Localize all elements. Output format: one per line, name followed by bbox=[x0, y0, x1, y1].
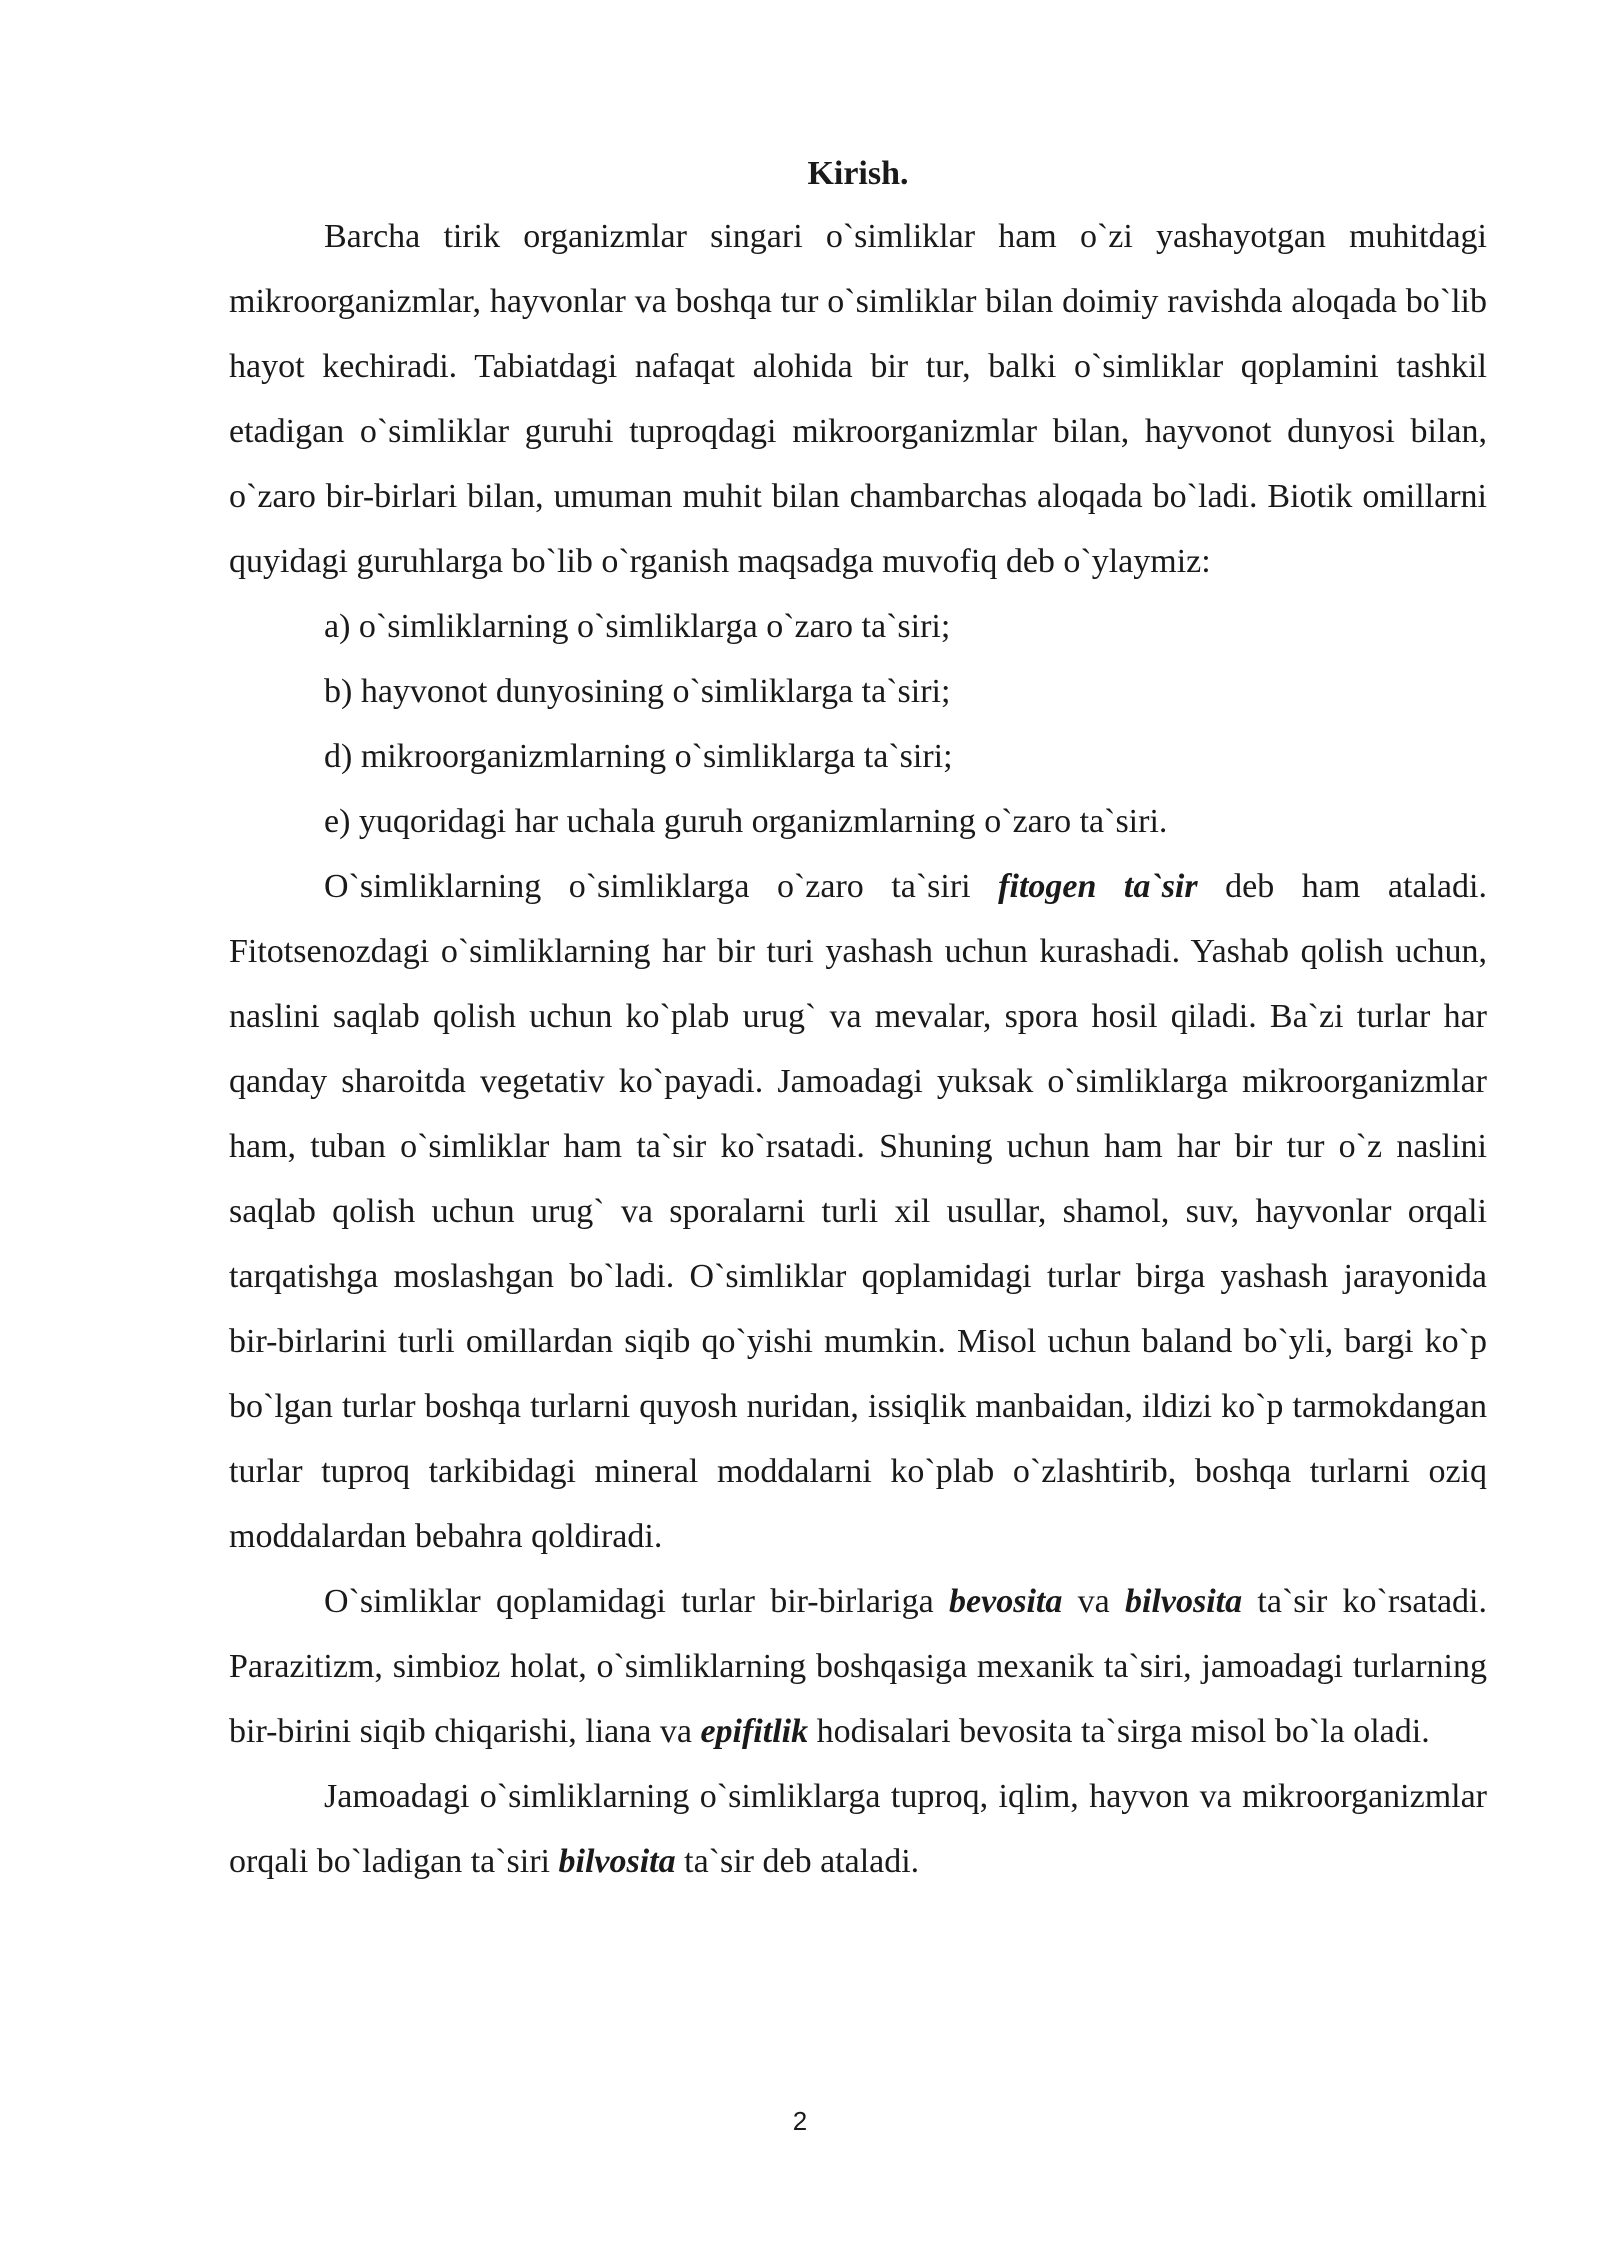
paragraph-bevosita bbox=[229, 1569, 1487, 1764]
list-item-d: d) mikroorganizmlarning o`simliklarga ta`siri; bbox=[324, 738, 953, 775]
text-run: O`simliklar qoplamidagi turlar bir-birlariga bbox=[324, 1583, 950, 1620]
paragraph-fitogen bbox=[229, 854, 1487, 1569]
text-run: hodisalari bevosita ta`sirga misol bo`la oladi. bbox=[808, 1713, 1430, 1750]
term-bevosita: bevosita bbox=[949, 1583, 1063, 1620]
text-run: Jamoadagi o`simliklarning o`simliklarga tuproq, iqlim, hayvon va mikroorganizmlar orqali bo`ladigan ta`siri bbox=[229, 1778, 1487, 1880]
paragraph-intro: Barcha tirik organizmlar singari o`simliklar ham o`zi yashayotgan muhitdagi mikroorganizmlar, hayvonlar va boshqa tur o`simliklar bilan doimiy ravishda aloqada bo`lib hayot kechiradi. Tabiatdagi nafaqat alohida bir tur, balki o`simliklar qoplamini tashkil etadigan o`simliklar guruhi tuproqdagi mikroorganizmlar bilan, hayvonot dunyosi bilan, o`zaro bir-birlari bilan, umuman muhit bilan chambarchas aloqada bo`ladi. Biotik omillarni quyidagi guruhlarga bo`lib o`rganish maqsadga muvofiq deb o`ylaymiz: bbox=[229, 218, 1487, 580]
text-run: O`simliklarning o`simliklarga o`zaro ta`siri bbox=[324, 868, 999, 905]
text-run: ta`sir ko`rsatadi. Parazitizm, simbioz holat, o`simliklarning boshqasiga mexanik ta`siri, jamoadagi turlarning bir-birini siqib chiqarishi, liana va bbox=[229, 1583, 1487, 1750]
list-item-e: e) yuqoridagi har uchala guruh organizmlarning o`zaro ta`siri. bbox=[324, 803, 1168, 840]
list-item-a: a) o`simliklarning o`simliklarga o`zaro ta`siri; bbox=[324, 608, 951, 645]
term-bilvosita: bilvosita bbox=[1125, 1583, 1243, 1620]
term-epifitlik: epifitlik bbox=[700, 1713, 809, 1750]
document-page bbox=[229, 150, 1487, 1894]
text-run: va bbox=[1062, 1583, 1126, 1620]
text-run: deb ham ataladi. Fitotsenozdagi o`simliklarning har bir turi yashash uchun kurashadi. Yashab qolish uchun, naslini saqlab qolish uchun ko`plab urug` va mevalar, spora hosil qiladi. Ba`zi turlar har qanday sharoitda vegetativ ko`payadi. Jamoadagi yuksak o`simliklarga mikroorganizmlar ham, tuban o`simliklar ham ta`sir ko`rsatadi. Shuning uchun ham har bir tur o`z naslini saqlab qolish uchun urug` va sporalarni turli xil usullar, shamol, suv, hayvonlar orqali tarqatishga moslashgan bo`ladi. O`simliklar qoplamidagi turlar birga yashash jarayonida bir-birlarini turli omillardan siqib qo`yishi mumkin. Misol uchun baland bo`yli, bargi ko`p bo`lgan turlar boshqa turlarni quyosh nuridan, issiqlik manbaidan, ildizi ko`p tarmokdangan turlar tuproq tarkibidagi mineral moddalarni ko`plab o`zlashtirib, boshqa turlarni oziq moddalardan bebahra qoldiradi. bbox=[229, 868, 1487, 1555]
text-run: ta`sir deb ataladi. bbox=[675, 1843, 920, 1880]
page-title: Kirish. bbox=[807, 155, 909, 192]
paragraph-bilvosita bbox=[229, 1764, 1487, 1894]
term-fitogen: fitogen ta`sir bbox=[998, 868, 1198, 905]
term-bilvosita: bilvosita bbox=[558, 1843, 676, 1880]
list-item-b: b) hayvonot dunyosining o`simliklarga ta`siri; bbox=[324, 673, 951, 710]
page-number: 2 bbox=[792, 2106, 808, 2136]
